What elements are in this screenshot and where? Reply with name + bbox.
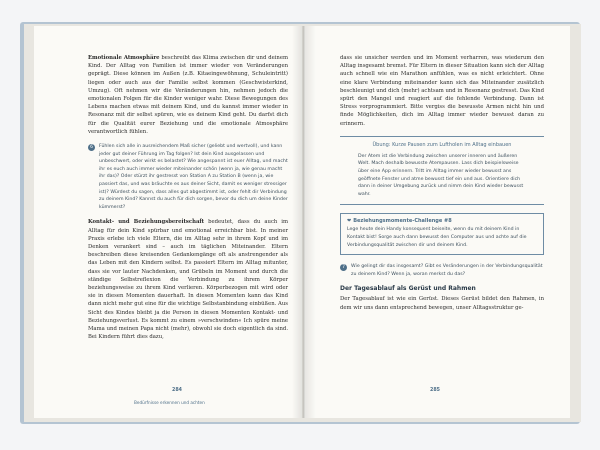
term-contact-readiness: Kontakt- und Beziehungsbereitschaft [88,219,205,226]
question-number-badge: 6 [88,144,95,151]
page-number-right: 285 [430,388,441,393]
reflection-question-7 [340,263,544,278]
page-number-left: 284 [172,388,183,393]
question-text: Wie gelingt dir das insgesamt? Gibt es Veränderungen in der Verbindungsqualität zu deinem Kind? Wenn ja, woran merkst du das? [351,264,543,277]
paragraph-continuation: dass sie unsicher werden und im Moment verharren, was wiederum den Alltag insgesamt bremst. Für Eltern in dieser Situation kann sich der Alltag auch schnell wie ein Marathon anfühlen, was es nicht erleichtert. Ohne eine klare Verbindung miteinander kann sich das Miteinander zusätzlich beschleunigt und dich (mehr) achtsam und in Resonanz gestresst. Das Kind spürt den Mangel und reagiert auf die fehlende Verbindung. Dann ist Stress vorprogrammiert. Bitte vergiss die bewusste Armen nicht hin und finde Möglichkeiten, dich im Alltag immer wieder bewusst daran zu erinnern. [340,55,544,127]
exercise-title: Übung: Kurze Pausen zum Luftholen im Alltag einbauen [372,141,512,148]
challenge-text: Lege heute dein Handy konsequent beiseite, wenn du mit deinem Kind in Kontakt bist! Sorge auch dann bewusst den Computer aus und achte auf die Verbindungsqualität zwischen dir und deinem Kind. [347,227,527,248]
left-page [34,26,302,418]
paragraph-contact-readiness [88,218,288,341]
term-emotional-atmosphere: Emotionale Atmosphäre [88,55,160,61]
right-page [304,26,570,418]
challenge-box [340,213,544,255]
book-gutter [292,26,316,418]
reflection-question-6 [88,143,288,211]
question-number-badge: 7 [340,264,347,271]
paragraph-text: bedeutet, dass du auch im Alltag für dein Kind spürbar und emotional erreichbar bist. In meiner Praxis erlebe ich viele Eltern, die im Alltag sehr in ihrem Kopf und im Denken verankert sind – auch im täglichen Miteinander. Eltern beschreiben diese kreisenden Gedankengänge oft als anstrengender als das Leben mit den Kindern selbst. Es passiert Eltern im Alltag mitunter, dass sie vor lauter Nachdenken, und Grübeln im Moment und durch die ständige Selbstreflexion die Verbindung zu ihrem Körper beziehungsweise zu ihrem Kind verlieren. Körperbezogen mit wird oder sie in diesen Momenten dauerhaft. In diesen Momenten kann das Kind dann nicht mehr gut eine für die wichtige Selbstanbindung einbüßen. Aus Sicht des Kindes bleibt ja die Person in diesen Momenten Kontakt- und Beziehungsverlust. Es kommt zu einem »verschwinden« Ich spüre meine Mama und meinen Papa nicht (mehr), obwohl sie doch eigentlich da sind. Bei Kindern führt dies dazu, [88,219,289,341]
section-heading: Der Tagesablauf als Gerüst und Rahmen [340,285,476,293]
paragraph-emotional-atmosphere [88,54,288,136]
exercise-box [340,136,544,206]
question-text: Fühlen sich alle in ausreichendem Maß sicher (geliebt und wertvoll), und kann jeder gut deiner Führung im Tag folgen? Ist dein Kind ausgelassen und unbeschwert, oder wirkt es belastet? Wie angespannt ist euer Alltag, und macht ihr es euch auch immer wieder miteinander schön (wenn ja, wie genau macht ihr das)? Oder stürzt ihr gestresst von Station A zu Station B (wenn ja, wie passiert das, und was bräuchte es aus deiner Sicht, damit es weniger stressiger ist)? Würdest du sagen, dass alles gut abgestimmt ist, oder fehlt dir Verbindung zu deinem Kind? Kannst du auch für dich sorgen, bevor du dich um deine Kinder kümmerst? [99,144,288,210]
challenge-title: Beziehungsmomente-Challenge #8 [353,218,452,225]
left-page-content [88,54,288,341]
paragraph-daily-routine: Der Tagesablauf ist wie ein Gerüst. Dieses Gerüst bildet den Rahmen, in dem wir uns dann entsprechend bewegen, unser Alltagsstruktur ge- [340,296,544,311]
paragraph-text: beschreibt das Klima zwischen dir und deinem Kind. Der Alltag von Familien ist immer wieder von Veränderungen geprägt. Diese können im Außen (z.B. Kitaeingewöhnung, Schuleintritt) liegen oder auch aus der Familie selbst kommen (Geschwisterkind, Umzug). Oft nehmen wir die Veränderungen hin, nehmen jedoch die emotionalen Folgen für die Kinder weniger wahr. Diese Bewegungen des Lebens machen etwas mit deinem Kind, und du kannst immer wieder in Resonanz mit dir selbst spüren, wie es deinem Kind geht. Du darfst dich für die Qualität eurer Beziehung und die emotionale Atmosphäre verantwortlich fühlen. [88,55,288,135]
exercise-text: Der Atem ist die Verbindung zwischen unserer inneren und äußeren Welt. Mach deshalb bewusste Atempausen. Lass dich beispielsweise über eine App erinnern. Tritt im Alltag immer wieder bewusst ans geöffnete Fenster und atme bewusst tief ein und aus. Orientiere dich dann in deiner Umgebung zurück und nimm dein Kind wieder bewusst wahr. [358,153,524,197]
running-footer: Bedürfnisse erkennen und achten [134,400,205,405]
right-page-content [340,54,544,312]
heart-icon: ❤ [347,218,352,225]
challenge-title-row [347,218,537,224]
